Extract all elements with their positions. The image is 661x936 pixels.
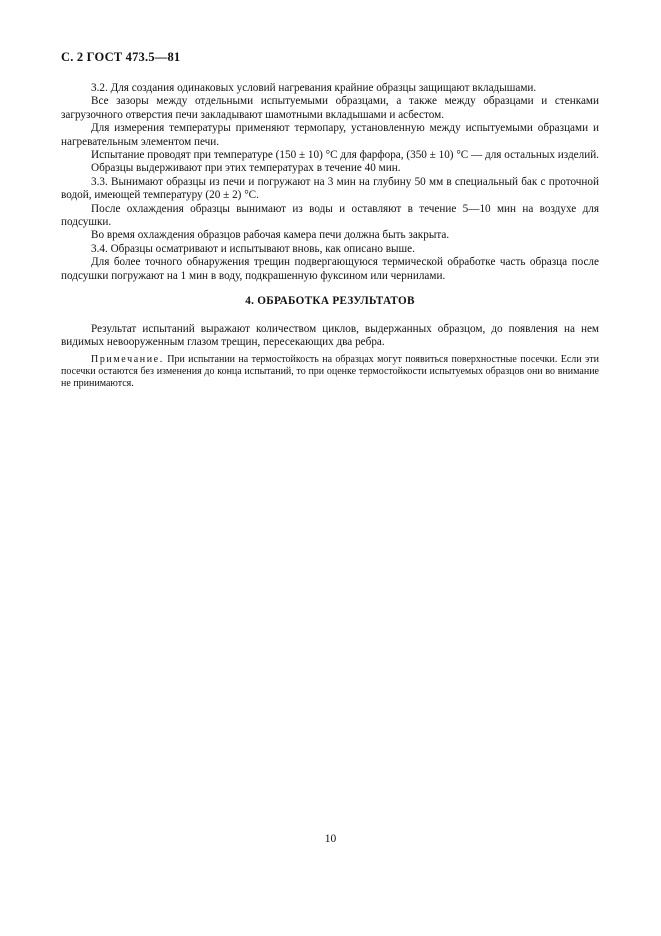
paragraph-gaps: Все зазоры между отдельными испытуемыми образцами, а также между образцами и стенками загрузочного отверстия печи закладывают шамотными вкладышами и асбестом. bbox=[61, 95, 599, 121]
section-4-heading: 4. ОБРАБОТКА РЕЗУЛЬТАТОВ bbox=[245, 295, 415, 308]
note bbox=[61, 354, 599, 390]
paragraph-test-temperature: Испытание проводят при температуре (150 ± 10) °С для фарфора, (350 ± 10) °С — для остальных изделий. bbox=[91, 149, 599, 162]
paragraph-drying: После охлаждения образцы вынимают из воды и оставляют в течение 5—10 мин на воздухе для подсушки. bbox=[61, 202, 599, 229]
paragraph-results: Результат испытаний выражают количеством циклов, выдержанных образцом, до появления на нем видимых невооруженным глазом трещин, пересекающих два ребра. bbox=[61, 322, 599, 348]
paragraph-crack-detection: Для более точного обнаружения трещин подвергающуюся термической обработке часть образца после подсушки погружают на 1 мин в воду, подкрашенную фуксином или чернилами. bbox=[61, 256, 599, 282]
page-number: 10 bbox=[324, 833, 337, 845]
paragraph-thermocouple: Для измерения температуры применяют термопару, установленную между испытуемыми образцами и нагревательным элементом печи. bbox=[61, 122, 599, 148]
page-header: С. 2 ГОСТ 473.5—81 bbox=[61, 50, 181, 64]
paragraph-3-3: 3.3. Вынимают образцы из печи и погружают на 3 мин на глубину 50 мм в специальный бак с проточной водой, имеющей температуру (20 ± 2) °С. bbox=[61, 175, 599, 202]
note-label: Примечание. bbox=[91, 354, 164, 366]
paragraph-3-4: 3.4. Образцы осматривают и испытывают вновь, как описано выше. bbox=[91, 242, 415, 255]
note-text: При испытании на термостойкость на образцах могут появиться поверхностные посечки. Если эти посечки остаются без изменения до конца испытаний, то при оценке термостойкости испытуемых образцов они во внимание не принимаются. bbox=[61, 354, 600, 390]
paragraph-3-2: 3.2. Для создания одинаковых условий нагревания крайние образцы защищают вкладышами. bbox=[91, 82, 537, 94]
paragraph-chamber-closed: Во время охлаждения образцов рабочая камера печи должна быть закрыта. bbox=[91, 229, 450, 242]
paragraph-hold-time: Образцы выдерживают при этих температурах в течение 40 мин. bbox=[91, 162, 401, 175]
document-body bbox=[61, 82, 599, 390]
